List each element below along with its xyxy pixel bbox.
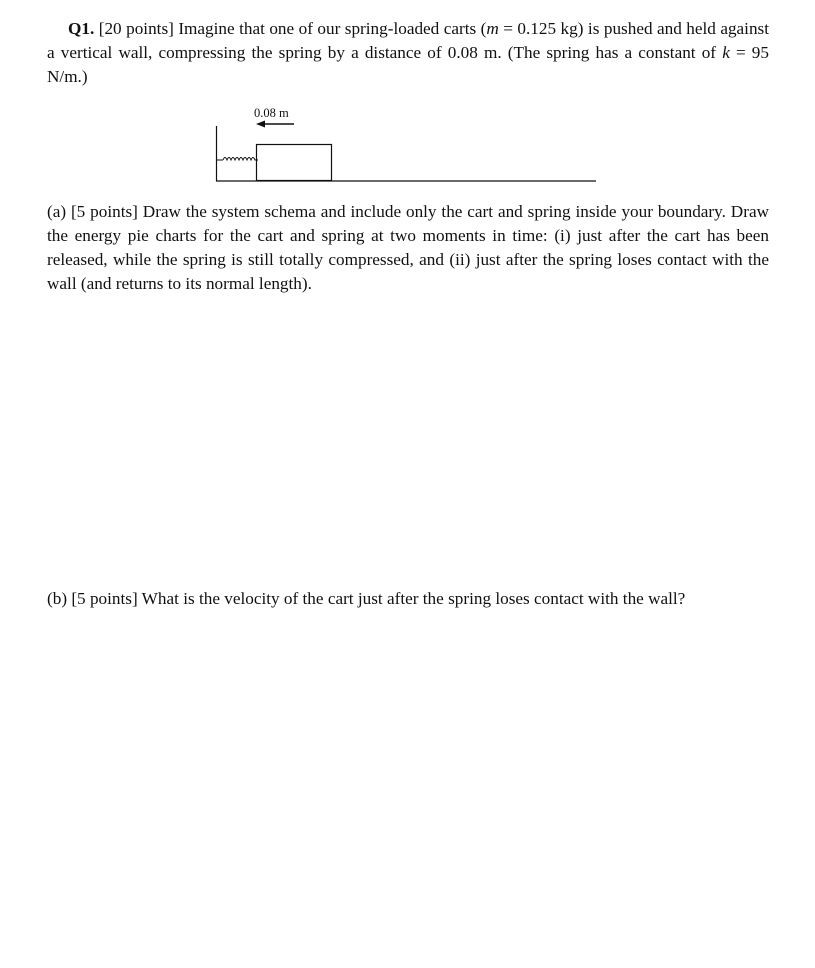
part-a-question: (a) [5 points] Draw the system schema and include only the cart and spring inside your boundary. Draw the energy pie charts for the cart and spring at two moments in time: (i) just after the cart has been released, while the spring is still totally compressed, and (ii) just after the spring loses contact with the wall (and returns to its normal length). (47, 202, 769, 293)
question-1 (47, 17, 769, 89)
question-text-a: Imagine that one of our spring-loaded carts ( (178, 19, 487, 38)
distance-label: 0.08 m (254, 106, 289, 120)
part-b-question: (b) [5 points] What is the velocity of the cart just after the spring loses contact with the wall? (47, 589, 686, 608)
question-points: [20 points] (98, 19, 174, 38)
arrow-head (256, 121, 265, 128)
spring (223, 158, 258, 161)
spring-constant-symbol: k (722, 43, 730, 62)
question-text-c: = 95 N/m.) (47, 43, 769, 86)
question-text-b: = 0.125 kg) is pushed and held against a vertical wall, compressing the spring by a distance of 0.08 m. (The spring has a constant of (47, 19, 770, 62)
question-label: Q1. (68, 19, 95, 38)
mass-symbol: m (486, 19, 499, 38)
cart-box (257, 145, 332, 181)
